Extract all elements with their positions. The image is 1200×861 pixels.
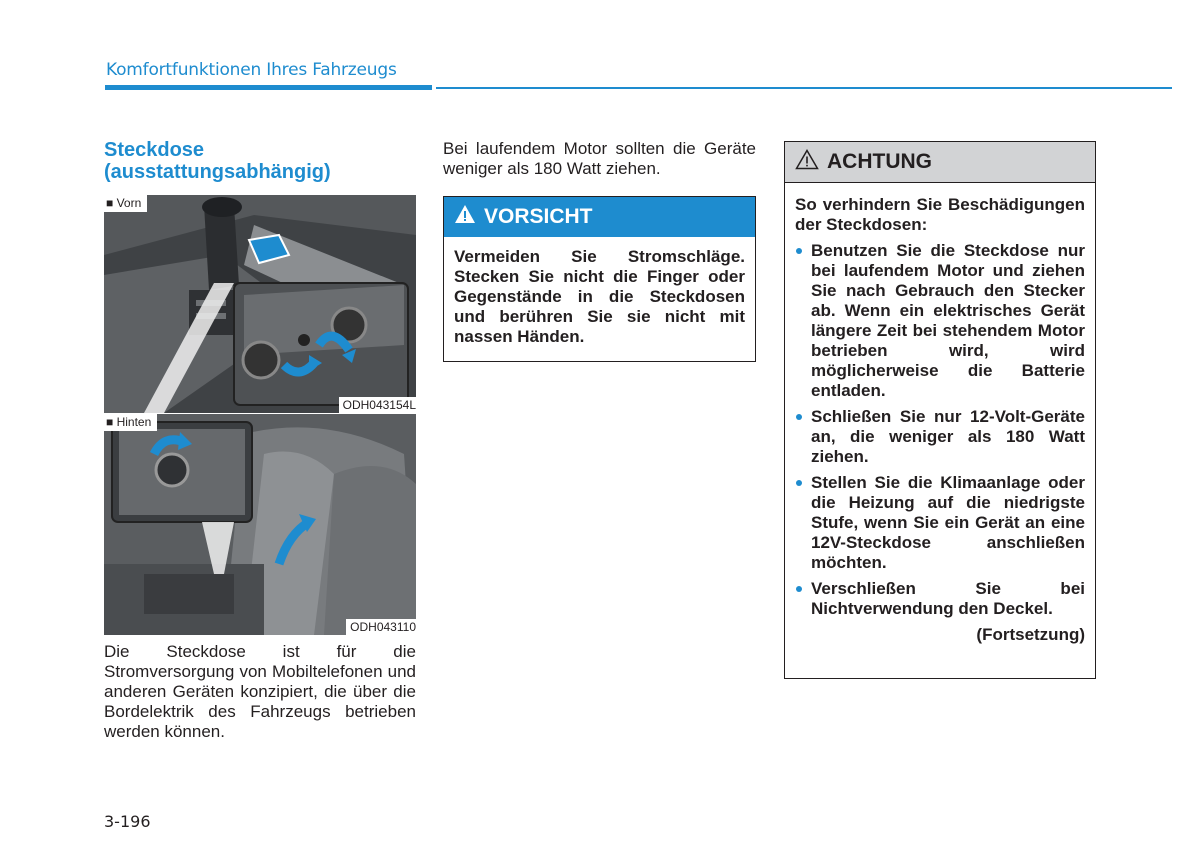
figure-rear-label-text: Hinten	[116, 415, 152, 429]
section-title	[104, 139, 331, 183]
vorsicht-title: VORSICHT	[484, 205, 593, 228]
achtung-box	[784, 141, 1096, 679]
header-rule-thin	[436, 87, 1172, 89]
figure-rear-code: ODH043110	[346, 619, 416, 635]
section-title-line1: Steckdose	[104, 139, 205, 161]
achtung-bullet: Benutzen Sie die Steckdose nur bei laufendem Motor und ziehen Sie nach Gebrauch den Stecker ab. Wenn ein elektrisches Gerät längere Zeit bei stehendem Motor betrieben wird, wird möglicherweise die Batterie entladen.	[795, 241, 1085, 401]
section-title-line2: (ausstattungsabhängig)	[104, 161, 331, 183]
figure-rear	[104, 414, 416, 635]
warning-triangle-icon	[795, 149, 819, 176]
square-bullet-icon: ■	[106, 415, 117, 429]
achtung-body	[785, 183, 1095, 645]
front-socket-illustration	[104, 195, 416, 413]
figure-front-label	[104, 195, 147, 212]
warning-triangle-icon	[454, 204, 476, 230]
achtung-title: ACHTUNG	[827, 150, 932, 173]
rear-socket-illustration	[104, 414, 416, 635]
achtung-bullet: Schließen Sie nur 12-Volt-Geräte an, die weniger als 180 Watt ziehen.	[795, 407, 1085, 467]
figure-front-label-text: Vorn	[116, 196, 142, 210]
vorsicht-header	[444, 197, 755, 237]
figure-rear-label	[104, 414, 157, 431]
page-number: 3-196	[104, 812, 151, 831]
vorsicht-box	[443, 196, 756, 362]
vorsicht-text: Vermeiden Sie Stromschläge. Stecken Sie nicht die Finger oder Gegenstände in die Steckdosen und berühren Sie sie nicht mit nassen Händen.	[454, 247, 745, 346]
achtung-intro: So verhindern Sie Beschädigungen der Steckdosen:	[795, 195, 1085, 234]
header-rule-thick	[105, 85, 432, 90]
middle-body-text: Bei laufendem Motor sollten die Geräte weniger als 180 Watt ziehen.	[443, 139, 756, 178]
header-title: Komfortfunktionen Ihres Fahrzeugs	[106, 60, 397, 80]
square-bullet-icon: ■	[106, 196, 117, 210]
achtung-header	[785, 142, 1095, 183]
figure-front	[104, 195, 416, 413]
achtung-bullet: Stellen Sie die Klimaanlage oder die Heizung auf die niedrigste Stufe, wenn Sie ein Gerät an eine 12V-Steckdose anschließen möchten.	[795, 473, 1085, 573]
achtung-bullet: Verschließen Sie bei Nichtverwendung den Deckel.	[795, 579, 1085, 619]
figure-front-code: ODH043154L	[339, 397, 416, 413]
achtung-continuation: (Fortsetzung)	[976, 625, 1085, 644]
left-body-text: Die Steckdose ist für die Stromversorgung von Mobiltelefonen und anderen Geräten konzipiert, die über die Bordelektrik des Fahrzeugs betrieben werden können.	[104, 642, 416, 741]
